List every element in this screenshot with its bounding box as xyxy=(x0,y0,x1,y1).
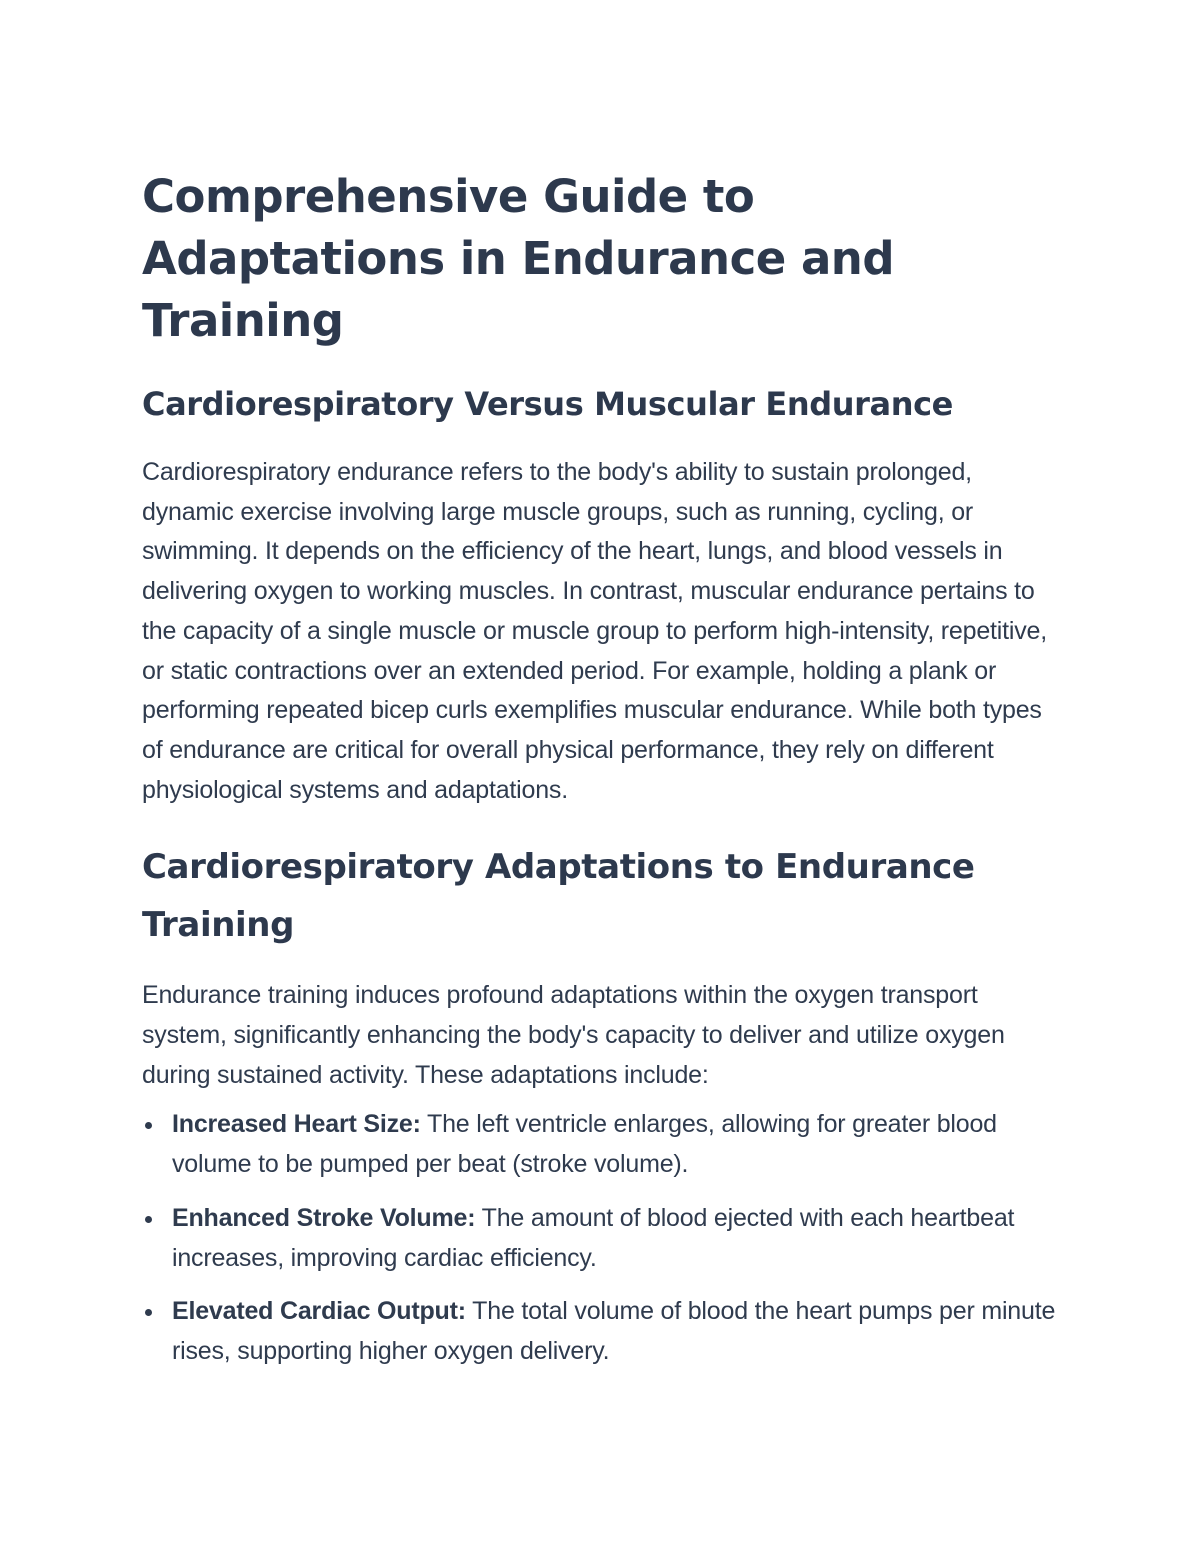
bullet-icon xyxy=(145,1122,152,1129)
list-item xyxy=(142,1292,1062,1371)
document-page xyxy=(142,166,1062,1386)
bullet-icon xyxy=(145,1216,152,1223)
section-paragraph-cardio-adaptations: Endurance training induces profound adaptations within the oxygen transport system, significantly enhancing the body's capacity to deliver and utilize oxygen during sustained activity. These adaptations include: xyxy=(142,981,1005,1089)
list-item-term: Increased Heart Size: xyxy=(172,1110,421,1139)
list-item xyxy=(142,1105,1062,1184)
section-paragraph-endurance-types: Cardiorespiratory endurance refers to the body's ability to sustain prolonged, dynamic exercise involving large muscle groups, such as running, cycling, or swimming. It depends on the efficiency of the heart, lungs, and blood vessels in delivering oxygen to working muscles. In contrast, muscular endurance pertains to the capacity of a single muscle or muscle group to perform high-intensity, repetitive, or static contractions over an extended period. For example, holding a plank or performing repeated bicep curls exemplifies muscular endurance. While both types of endurance are critical for overall physical performance, they rely on different physiological systems and adaptations. xyxy=(142,458,1047,804)
list-item-term: Elevated Cardiac Output: xyxy=(172,1297,466,1326)
list-item-text: The amount of blood ejected with each heartbeat increases, improving cardiac efficiency. xyxy=(172,1203,1015,1272)
list-item-text: The total volume of blood the heart pumps per minute rises, supporting higher oxygen delivery. xyxy=(172,1297,1056,1365)
section-heading-endurance-types: Cardiorespiratory Versus Muscular Endurance xyxy=(142,385,953,423)
document-title: Comprehensive Guide to Adaptations in Endurance and Training xyxy=(142,170,895,347)
bullet-icon xyxy=(145,1309,152,1316)
adaptations-list xyxy=(142,1105,1062,1371)
list-item xyxy=(142,1199,1062,1278)
section-heading-cardio-adaptations: Cardiorespiratory Adaptations to Endurance Training xyxy=(142,847,975,946)
list-item-term: Enhanced Stroke Volume: xyxy=(172,1203,476,1232)
list-item-text: The left ventricle enlarges, allowing for greater blood volume to be pumped per beat (stroke volume). xyxy=(172,1110,997,1179)
